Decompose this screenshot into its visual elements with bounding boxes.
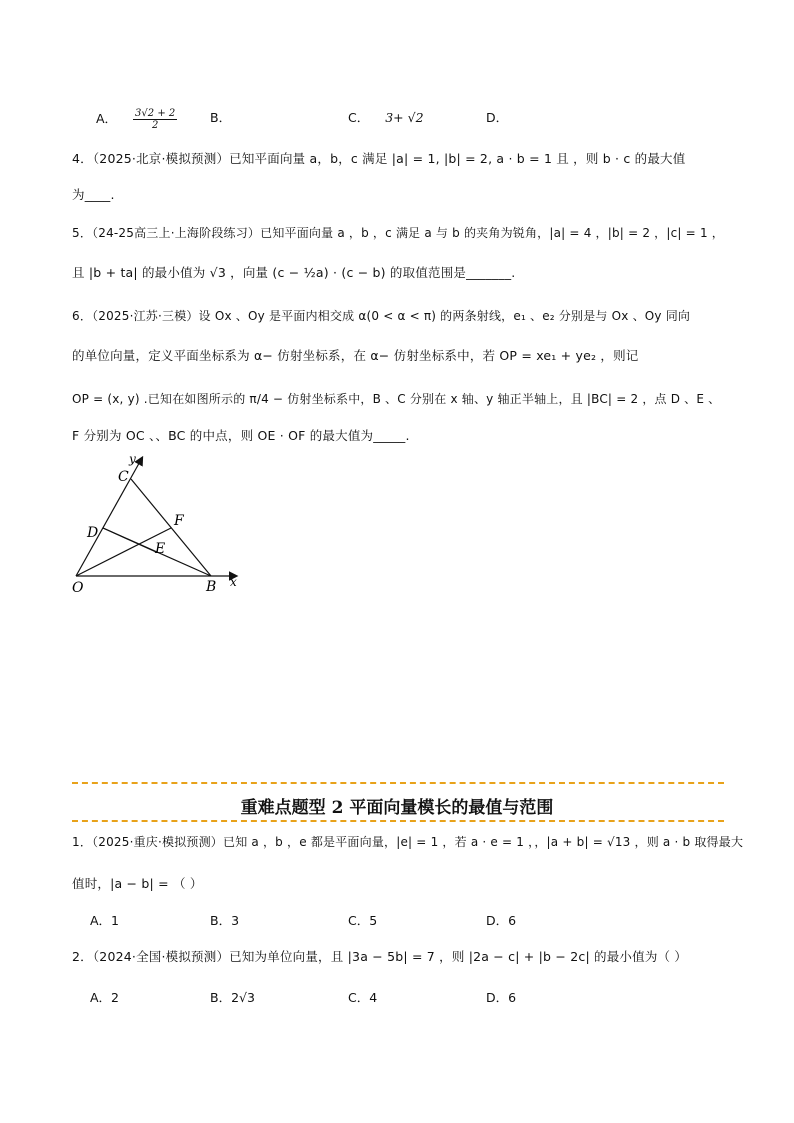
label-c: C: [118, 469, 129, 485]
q4-line-2: 为____.: [72, 187, 115, 202]
q6-line-3: OP = (x, y) .已知在如图所示的 π/4 − 仿射坐标系中，B 、C 分别在 x 轴、y 轴正半轴上，且 |BC| = 2 ，点 D 、E 、: [72, 392, 721, 406]
q5-line-1: 5．（24-25高三上·上海阶段练习）已知平面向量 a ，b ，c 满足 a 与 b 的夹角为锐角，|a| = 4 ，|b| = 2 ，|c| = 1 ，: [72, 226, 725, 240]
s2q2-option-a: A．2: [90, 990, 120, 1005]
q3-option-a-fraction: $\frac{3√2 + 2}{2}$: [135, 108, 176, 131]
q3-option-d: D．: [486, 110, 509, 125]
section-divider-bottom: [72, 820, 724, 822]
segment-bc: [131, 479, 211, 576]
s2q1-line-1: 1．（2025·重庆·模拟预测）已知 a ，b ，e 都是平面向量，|e| = 1 ，若 a · e = 1 ，，|a + b| = √13 ，则 a · b 取得最大: [72, 835, 744, 849]
s2q2-option-c: C．4: [348, 990, 378, 1005]
s2q2-option-d: D．6: [486, 990, 517, 1005]
s2q1-option-d: D．6: [486, 913, 517, 928]
q4-line-1: 4．（2025·北京·模拟预测）已知平面向量 a，b，c 满足 |a| = 1, |b| = 2, a · b = 1 且 ，则 b · c 的最大值: [72, 151, 686, 166]
s2q2-option-b: B．2√3: [210, 990, 255, 1005]
label-b: B: [206, 579, 217, 595]
q3-option-a: A． $\frac{3√2 + 2}{2}$: [96, 108, 176, 131]
affine-coordinate-figure: [66, 450, 256, 595]
q3-option-b: B．: [210, 110, 232, 125]
label-y: y: [129, 452, 136, 466]
label-e: E: [155, 541, 166, 557]
q5-line-2: 且 |b + ta| 的最小值为 √3 ，向量 (c − ½a) · (c − b) 的取值范围是_______.: [72, 265, 516, 280]
label-d: D: [87, 525, 99, 541]
s2q1-option-b: B．3: [210, 913, 240, 928]
s2q1-option-c: C．5: [348, 913, 378, 928]
section-divider-top: [72, 782, 724, 784]
q6-line-4: F 分别为 OC 、、BC 的中点，则 OE · OF 的最大值为_____.: [72, 428, 410, 443]
label-x: x: [230, 575, 237, 589]
q6-line-1: 6．（2025·江苏·三模）设 Ox 、Oy 是平面内相交成 α(0 < α < π) 的两条射线，e₁ 、e₂ 分别是与 Ox 、Oy 同向: [72, 309, 691, 323]
label-o: O: [72, 580, 84, 595]
s2q1-line-2: 值时，|a − b| = （ ）: [72, 876, 203, 891]
q3-option-c: C． 3+ √2: [348, 110, 424, 125]
s2q1-option-a: A．1: [90, 913, 120, 928]
label-f: F: [174, 513, 184, 529]
section-title: 重难点题型 2 平面向量模长的最值与范围: [240, 798, 554, 818]
s2q2-line-1: 2．（2024·全国·模拟预测）已知为单位向量，且 |3a − 5b| = 7 ，则 |2a − c| + |b − 2c| 的最小值为（ ）: [72, 949, 688, 964]
q6-line-2: 的单位向量，定义平面坐标系为 α− 仿射坐标系，在 α− 仿射坐标系中，若 OP = xe₁ + ye₂ ，则记: [72, 348, 639, 363]
y-axis: [76, 458, 142, 576]
